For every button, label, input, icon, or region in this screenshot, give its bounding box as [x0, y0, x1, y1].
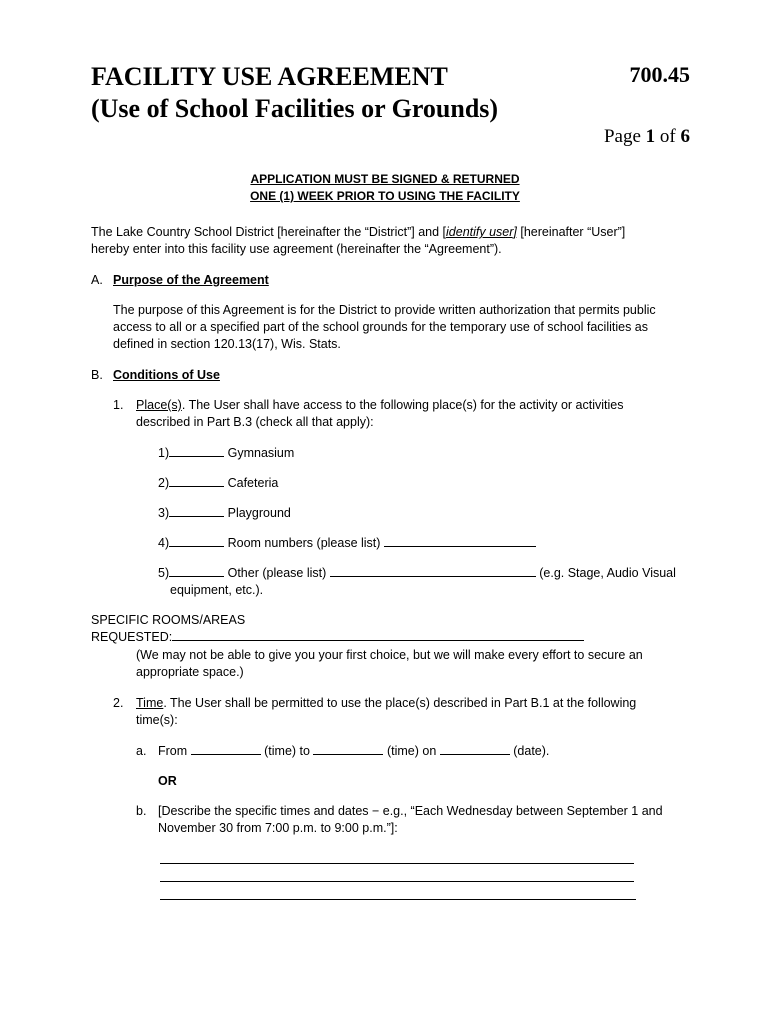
option-label: Cafeteria: [227, 476, 279, 490]
notice-line-2: ONE (1) WEEK PRIOR TO USING THE FACILITY: [250, 189, 520, 203]
option-other-line-2: equipment, etc.).: [170, 583, 264, 597]
cafeteria-check-line[interactable]: [169, 475, 224, 487]
option-label: Room numbers (please list): [227, 536, 381, 550]
item-2-line-2: time(s):: [136, 713, 178, 727]
intro-text-2: [hereinafter “User”]: [516, 225, 626, 239]
option-number: 5): [158, 566, 170, 580]
specific-rooms-note: [136, 647, 716, 681]
section-b-letter: B.: [91, 368, 103, 382]
item-2-label: Time: [136, 696, 164, 710]
section-a-line-2: access to all or a specified part of the school grounds for the temporary use of school facilities as: [113, 320, 648, 334]
item-1-number: 1.: [113, 398, 124, 412]
date-label: (date).: [513, 744, 550, 758]
playground-check-line[interactable]: [169, 505, 224, 517]
option-gymnasium: [158, 445, 294, 462]
item-1-paragraph: [136, 397, 716, 431]
item-1-text-1: . The User shall have access to the following place(s) for the activity or activities: [181, 398, 624, 412]
requested-label: REQUESTED:: [91, 630, 173, 644]
notice-line-1: APPLICATION MUST BE SIGNED & RETURNED: [250, 172, 520, 186]
item-2b-line-1: [Describe the specific times and dates − e.g., “Each Wednesday between September 1 and: [158, 804, 663, 818]
requested-line: [91, 629, 691, 646]
room-numbers-check-line[interactable]: [169, 535, 224, 547]
to-time-line[interactable]: [313, 743, 383, 755]
from-label: From: [158, 744, 188, 758]
option-label: Gymnasium: [227, 446, 295, 460]
item-1-line-2: described in Part B.3 (check all that apply):: [136, 415, 374, 429]
page-of: of: [659, 126, 676, 147]
section-a-heading: Purpose of the Agreement: [113, 273, 269, 287]
document-title: FACILITY USE AGREEMENT: [91, 62, 448, 91]
option-cafeteria: [158, 475, 278, 492]
description-line-2[interactable]: [160, 881, 634, 882]
page-current: 1: [645, 126, 656, 147]
item-1-label: Place(s): [136, 398, 182, 412]
date-line[interactable]: [440, 743, 510, 755]
item-2-line-1: [136, 695, 716, 712]
specific-rooms-block: [91, 612, 691, 646]
option-other-line-1: [158, 565, 718, 582]
or-label: OR: [158, 774, 177, 788]
option-number: 3): [158, 506, 170, 520]
other-list-line[interactable]: [330, 565, 536, 577]
option-other: [158, 565, 718, 599]
section-a-letter: A.: [91, 273, 103, 287]
time-on-label: (time) on: [386, 744, 437, 758]
item-2b-letter: b.: [136, 804, 147, 818]
option-number: 2): [158, 476, 170, 490]
description-line-1[interactable]: [160, 863, 634, 864]
item-2-paragraph: [136, 695, 716, 729]
item-2-text-1: . The User shall be permitted to use the place(s) described in Part B.1 at the following: [163, 696, 637, 710]
item-2a-letter: a.: [136, 744, 147, 758]
document-subtitle: (Use of School Facilities or Grounds): [91, 94, 499, 123]
note-line-1: (We may not be able to give you your first choice, but we will make every effort to secure an: [136, 648, 643, 662]
requested-input-line[interactable]: [172, 629, 584, 641]
specific-rooms-label: SPECIFIC ROOMS/AREAS: [91, 613, 246, 627]
intro-line-2: hereby enter into this facility use agreement (hereinafter the “Agreement”).: [91, 242, 502, 256]
section-a-paragraph: [113, 302, 713, 353]
from-time-line[interactable]: [191, 743, 261, 755]
time-to-label: (time) to: [264, 744, 310, 758]
page-indicator: [604, 126, 690, 148]
note-line-2: appropriate space.): [136, 665, 244, 679]
option-room-numbers: [158, 535, 536, 552]
item-2-number: 2.: [113, 696, 124, 710]
room-numbers-list-line[interactable]: [384, 535, 536, 547]
policy-number: 700.45: [629, 62, 690, 87]
identify-user-placeholder: identify user]: [446, 225, 517, 239]
item-2b-line-2: November 30 from 7:00 p.m. to 9:00 p.m.”]:: [158, 821, 398, 835]
option-number: 1): [158, 446, 170, 460]
option-playground: [158, 505, 291, 522]
option-label: Playground: [227, 506, 291, 520]
option-label: Other (please list): [227, 566, 327, 580]
description-line-3[interactable]: [160, 899, 636, 900]
page-total: 6: [680, 126, 690, 147]
page-word: Page: [603, 126, 641, 147]
other-check-line[interactable]: [169, 565, 224, 577]
option-number: 4): [158, 536, 170, 550]
gymnasium-check-line[interactable]: [169, 445, 224, 457]
intro-line-1: [91, 224, 691, 241]
intro-text-1: The Lake Country School District [hereinafter the “District”] and [: [91, 225, 447, 239]
section-b-heading: Conditions of Use: [113, 368, 220, 382]
option-suffix: (e.g. Stage, Audio Visual: [539, 566, 676, 580]
item-1-line-1: [136, 397, 716, 414]
item-2b-text: [158, 803, 718, 837]
section-a-line-1: The purpose of this Agreement is for the District to provide written authorization that permits public: [113, 303, 656, 317]
item-2a-text: [158, 743, 549, 760]
intro-paragraph: [91, 224, 691, 258]
section-a-line-3: defined in section 120.13(17), Wis. Stats.: [113, 337, 341, 351]
